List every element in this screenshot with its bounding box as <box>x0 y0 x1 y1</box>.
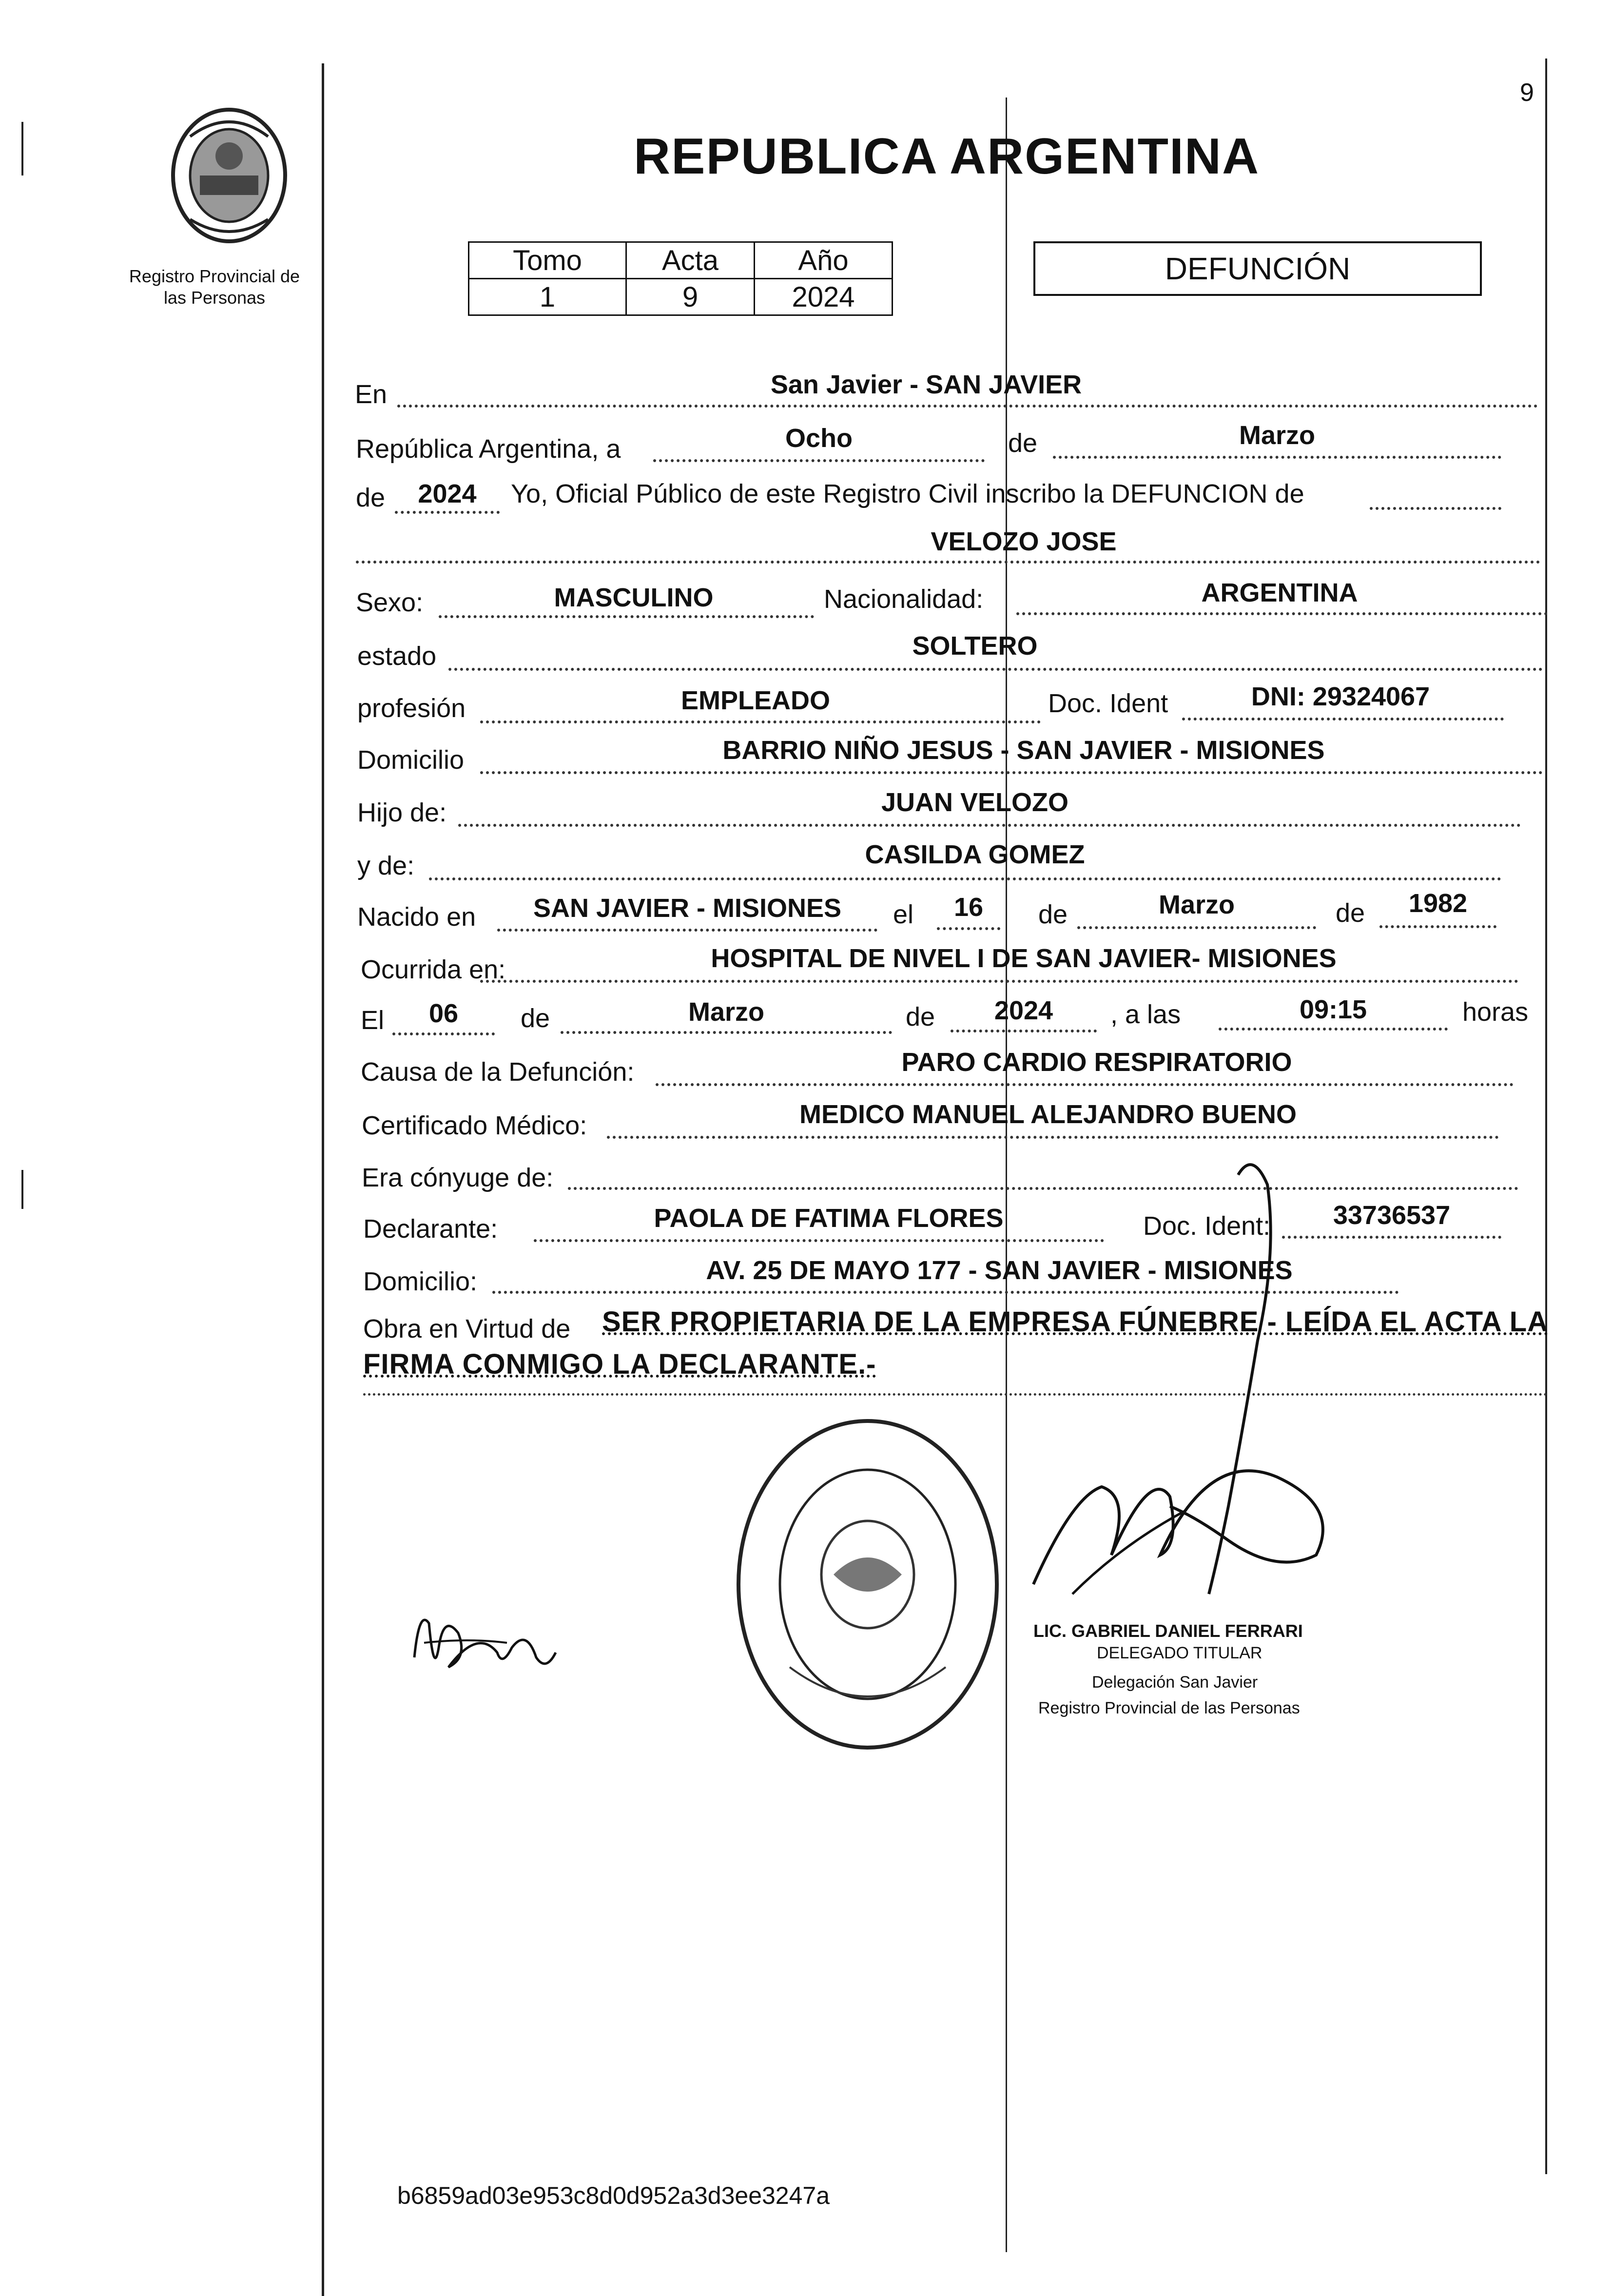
obra-line1: SER PROPIETARIA DE LA EMPRESA FÚNEBRE - LEÍDA EL ACTA LA <box>602 1306 1549 1338</box>
profesion-value: EMPLEADO <box>680 686 831 715</box>
el-def-label: El <box>361 1006 385 1035</box>
nac-mes-value: Marzo <box>1158 890 1235 919</box>
a-las-label: , a las <box>1110 1000 1181 1029</box>
causa-label: Causa de la Defunción: <box>361 1057 635 1087</box>
obra-label: Obra en Virtud de <box>363 1314 571 1343</box>
def-dia-value: 06 <box>428 999 459 1028</box>
conyuge-label: Era cónyuge de: <box>362 1163 554 1192</box>
el-label: el <box>893 900 914 929</box>
nacionalidad-value: ARGENTINA <box>1201 578 1358 607</box>
official-signature <box>1024 1155 1365 1618</box>
inscribo-line <box>1370 507 1501 510</box>
en-label: En <box>355 380 388 409</box>
anio-value: 2024 <box>755 279 893 315</box>
horas-label: horas <box>1462 997 1529 1027</box>
en-line <box>397 405 1538 408</box>
declarante-label: Declarante: <box>363 1214 498 1244</box>
doc-ident2-label: Doc. Ident: <box>1143 1211 1271 1241</box>
sexo-label: Sexo: <box>356 588 424 617</box>
left-edge-mark-2 <box>21 1170 23 1209</box>
doc-type-box <box>1033 241 1482 296</box>
anio-line <box>395 511 500 514</box>
doc-ident-line <box>1182 718 1504 720</box>
obra-line2: FIRMA CONMIGO LA DECLARANTE.- <box>363 1348 876 1380</box>
hora-value: 09:15 <box>1299 995 1367 1024</box>
nac-anio-line <box>1379 925 1496 928</box>
document-hash: b6859ad03e953c8d0d952a3d3ee3247a <box>397 2182 830 2209</box>
ocurrida-line <box>480 980 1518 983</box>
fold-line <box>1006 97 1007 2252</box>
nombre-value: VELOZO JOSE <box>931 527 1117 556</box>
nac-anio-value: 1982 <box>1408 889 1468 918</box>
mes-line <box>1053 456 1501 459</box>
certificado-value: MEDICO MANUEL ALEJANDRO BUENO <box>799 1100 1297 1129</box>
def-mes-line <box>561 1031 892 1034</box>
page-title: REPUBLICA ARGENTINA <box>634 128 1260 185</box>
declarante-line <box>534 1239 1104 1242</box>
ocurrida-value: HOSPITAL DE NIVEL I DE SAN JAVIER- MISIONES <box>711 944 1337 973</box>
registry-caption-line2: las Personas <box>163 288 266 308</box>
nac-de1-label: de <box>1038 900 1068 929</box>
nac-de2-label: de <box>1336 898 1365 928</box>
declarante-value: PAOLA DE FATIMA FLORES <box>654 1204 1004 1233</box>
official-signature-icon <box>1024 1155 1365 1618</box>
profesion-line <box>480 720 1041 723</box>
domicilio2-label: Domicilio: <box>363 1267 478 1296</box>
anio-value: 2024 <box>418 479 477 508</box>
causa-value: PARO CARDIO RESPIRATORIO <box>901 1048 1292 1077</box>
nacido-label: Nacido en <box>357 902 476 932</box>
en-value: San Javier - SAN JAVIER <box>770 370 1082 399</box>
official-name: LIC. GABRIEL DANIEL FERRARI <box>1033 1621 1303 1641</box>
nac-dia-line <box>937 927 1000 930</box>
official-title: DELEGADO TITULAR <box>1097 1644 1262 1662</box>
doc-type: DEFUNCIÓN <box>1165 251 1351 286</box>
estado-label: estado <box>357 642 437 671</box>
nacido-line <box>497 929 877 932</box>
domicilio-label: Domicilio <box>357 745 465 775</box>
estado-value: SOLTERO <box>912 631 1038 661</box>
def-de2-label: de <box>906 1002 935 1031</box>
obra-underline <box>363 1393 1548 1396</box>
nacionalidad-label: Nacionalidad: <box>824 584 984 614</box>
nac-mes-line <box>1077 926 1316 929</box>
nombre-line <box>356 561 1540 564</box>
hijo-de-line <box>458 824 1521 827</box>
y-de-label: y de: <box>357 851 415 880</box>
province-logo <box>161 102 297 249</box>
nac-dia-value: 16 <box>953 893 984 922</box>
certificado-line <box>607 1136 1499 1139</box>
registry-caption <box>97 266 331 309</box>
def-anio-value: 2024 <box>994 996 1053 1025</box>
certificado-label: Certificado Médico: <box>362 1111 587 1140</box>
nacido-value: SAN JAVIER - MISIONES <box>533 894 842 923</box>
hijo-de-value: JUAN VELOZO <box>881 788 1069 817</box>
inscribo-text: Yo, Oficial Público de este Registro Civil inscribo la DEFUNCION de <box>511 479 1304 508</box>
domicilio-line <box>480 771 1543 774</box>
doc-ident-label: Doc. Ident <box>1048 689 1168 718</box>
y-de-value: CASILDA GOMEZ <box>865 840 1085 869</box>
de-label: de <box>1008 428 1038 458</box>
handwritten-signature-icon <box>400 1579 565 1696</box>
profesion-label: profesión <box>357 694 466 723</box>
official-registry: Registro Provincial de las Personas <box>1038 1699 1300 1717</box>
page-number: 9 <box>1520 78 1534 107</box>
shield-emblem-icon <box>161 102 297 249</box>
estado-line <box>448 668 1543 671</box>
sexo-line <box>439 615 814 618</box>
acta-header: Acta <box>626 242 755 279</box>
anio-header: Año <box>755 242 893 279</box>
doc-ident2-value: 33736537 <box>1333 1201 1451 1230</box>
def-anio-line <box>951 1030 1097 1032</box>
hora-line <box>1219 1028 1448 1031</box>
hijo-de-label: Hijo de: <box>357 798 447 827</box>
seal-stamp-icon <box>731 1414 1004 1755</box>
de-anio-label: de <box>356 483 386 512</box>
domicilio-value: BARRIO NIÑO JESUS - SAN JAVIER - MISIONES <box>722 736 1325 765</box>
nacionalidad-line <box>1016 612 1548 615</box>
ocurrida-label: Ocurrida en: <box>361 955 506 984</box>
republica-label: República Argentina, a <box>356 434 621 464</box>
tomo-header: Tomo <box>469 242 626 279</box>
causa-line <box>656 1083 1514 1086</box>
def-mes-value: Marzo <box>688 997 764 1027</box>
left-margin-line <box>322 63 324 2296</box>
def-de1-label: de <box>521 1004 550 1033</box>
y-de-line <box>429 877 1501 880</box>
mes-value: Marzo <box>1239 421 1315 450</box>
dia-line <box>653 459 985 462</box>
acta-value: 9 <box>626 279 755 315</box>
dia-value: Ocho <box>785 424 853 453</box>
tomo-value: 1 <box>469 279 626 315</box>
official-seal <box>731 1414 1004 1755</box>
registry-table <box>468 241 893 316</box>
official-office: Delegación San Javier <box>1092 1673 1258 1692</box>
def-dia-line <box>392 1032 495 1035</box>
doc-ident-value: DNI: 29324067 <box>1251 682 1430 711</box>
right-margin-line <box>1545 58 1547 2174</box>
declarant-signature <box>400 1579 565 1696</box>
sexo-value: MASCULINO <box>554 583 714 612</box>
left-edge-mark <box>21 122 23 175</box>
registry-caption-line1: Registro Provincial de <box>129 266 300 286</box>
domicilio2-value: AV. 25 DE MAYO 177 - SAN JAVIER - MISIONES <box>706 1256 1293 1285</box>
